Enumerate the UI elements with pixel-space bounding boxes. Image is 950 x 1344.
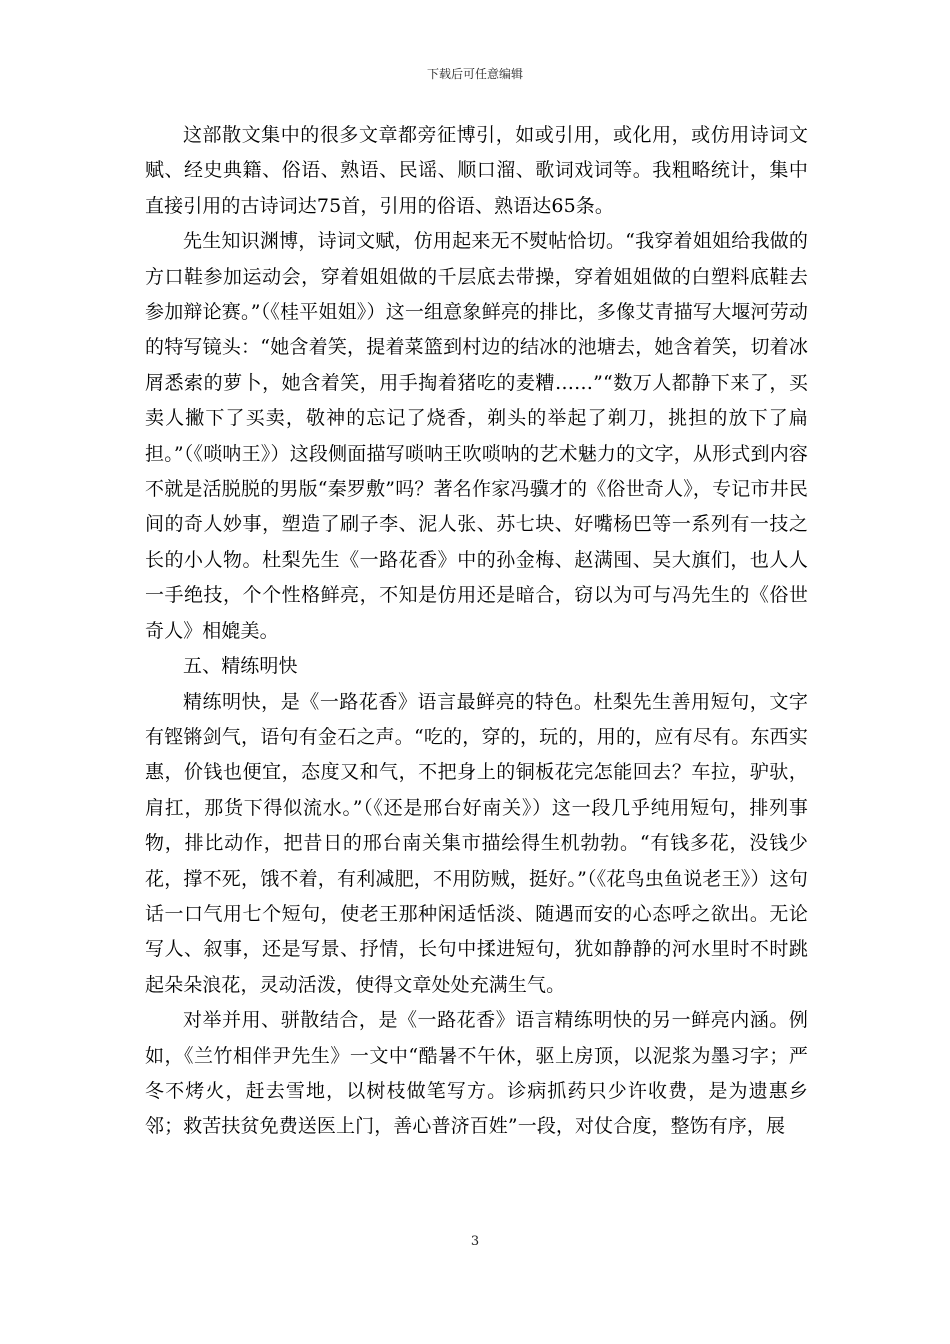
page-number: 3: [470, 1234, 480, 1249]
section-heading: 五、精练明快: [183, 655, 298, 678]
page-header: 下载后可任意编辑: [426, 67, 523, 81]
paragraph-parallelism: 对举并用、骈散结合，是《一路花香》语言精练明快的另一鲜亮内涵。例如，《兰竹相伴尹先生》一文中“酷暑不午休，驱上房顶，以泥浆为墨习字；严冬不烤火，赶去雪地，以树枝做笔写方。诊病抓药只少许收费，是为遗惠乡邻；救苦扶贫免费送医上门，善心普济百姓”一段，对仗合度，整饬有序，展: [145, 1009, 808, 1138]
paragraph-imitation: 先生知识渊博，诗词文赋，仿用起来无不熨帖恰切。“我穿着姐姐给我做的方口鞋参加运动会，穿着姐姐做的千层底去带操，穿着姐姐做的白塑料底鞋去参加辩论赛。”（《桂平姐姐》）这一组意象鲜亮的排比，多像艾青描写大堰河劳动的特写镜头：“她含着笑，提着菜篮到村边的结冰的池塘去，她含着笑，切着冰屑悉索的萝卜，她含着笑，用手掏着猪吃的麦糟……”“数万人都静下来了，买卖人撇下了买卖，敬神的忘记了烧香，剃头的举起了剃刀，挑担的放下了扁担。”（《唢呐王》）这段侧面描写唢呐王吹唢呐的艺术魅力的文字，从形式到内容不就是活脱脱的男版“秦罗敷”吗？著名作家冯骥才的《俗世奇人》，专记市井民间的奇人妙事，塑造了刷子李、泥人张、苏七块、好嘴杨巴等一系列有一技之长的小人物。杜梨先生《一路花香》中的孙金梅、赵满囤、吴大旗们，也人人一手绝技，个个性格鲜亮，不知是仿用还是暗合，窃以为可与冯先生的《俗世奇人》相媲美。: [145, 230, 808, 642]
document-body: [145, 118, 808, 1145]
paragraph-concise-style: 精练明快，是《一路花香》语言最鲜亮的特色。杜梨先生善用短句，文字有铿锵剑气，语句有金石之声。“吃的，穿的，玩的，用的，应有尽有。东西实惠，价钱也便宜，态度又和气，不把身上的铜板花完怎能回去？车拉，驴驮，肩扛，那货下得似流水。”（《还是邢台好南关》）这一段几乎纯用短句，排列事物，排比动作，把昔日的邢台南关集市描绘得生机勃勃。“有钱多花，没钱少花，撑不死，饿不着，有利减肥，不用防贼，挺好。”（《花鸟虫鱼说老王》）这句话一口气用七个短句，使老王那种闲适恬淡、随遇而安的心态呼之欲出。无论写人、叙事，还是写景、抒情，长句中揉进短句，犹如静静的河水里时不时跳起朵朵浪花，灵动活泼，使得文章处处充满生气。: [145, 690, 808, 996]
paragraph-citations: 这部散文集中的很多文章都旁征博引，如或引用，或化用，或仿用诗词文赋、经史典籍、俗语、熟语、民谣、顺口溜、歌词戏词等。我粗略统计，集中直接引用的古诗词达75首，引用的俗语、熟语达65条。: [145, 124, 808, 217]
